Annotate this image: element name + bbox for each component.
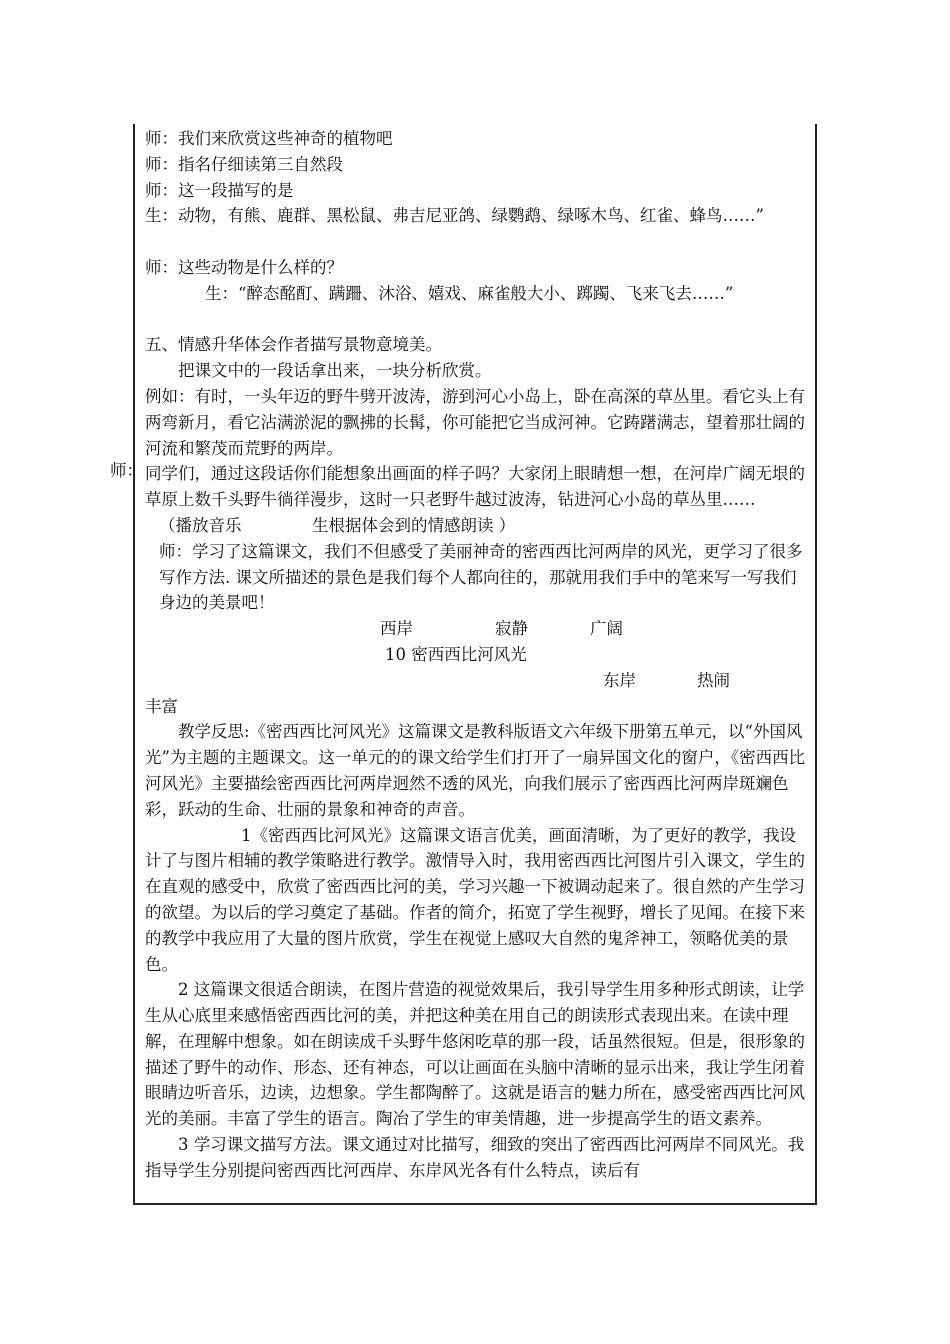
board-row-title: [145, 642, 810, 668]
dialogue-line: 生：“醉态酩酊、蹒跚、沐浴、嬉戏、麻雀般大小、踯躅、飞来飞去……”: [205, 283, 734, 303]
reflection-paragraph: 3 学习课文描写方法。课文通过对比描写，细致的突出了密西西比河两岸不同风光。我指导学生分别提问密西西比河西岸、东岸风光各有什么特点，读后有: [145, 1135, 805, 1180]
music-note: （播放音乐 生根据体会到的情感朗读 ）: [159, 515, 516, 535]
dialogue-line: 生：动物，有熊、鹿群、黑松鼠、弗吉尼亚鸽、绿鹦鹉、绿啄木鸟、红雀、蜂鸟……”: [145, 206, 764, 226]
reflection-paragraph: 1《密西西比河风光》这篇课文语言优美，画面清晰，为了更好的教学，我设计了与图片相辅的教学策略进行教学。激情导入时，我用密西西比河图片引入课文，学生的在直观的感受中，欣赏了密西西比河的美，学习兴趣一下被调动起来了。很自然的产生学习的欲望。为以后的学习奠定了基础。作者的简介，拓宽了学生视野，增长了见闻。在接下来的教学中我应用了大量的图片欣赏，学生在视觉上感叹大自然的鬼斧神工，领略优美的景色。: [145, 825, 805, 974]
dialogue-line: 师：指名仔细读第三自然段: [145, 154, 343, 174]
speaker-label-teacher: 师：: [110, 461, 143, 480]
dialogue-line: 师：这些动物是什么样的？: [145, 257, 343, 277]
document-body: [145, 126, 810, 1184]
summary-paragraph: 师：学习了这篇课文，我们不但感受了美丽神奇的密西西比河两岸的风光，更学习了很多写作方法. 课文所描述的景色是我们每个人都向往的，那就用我们手中的笔来写一写我们身边的美景吧！: [159, 541, 803, 613]
board-lively: 热闹: [697, 670, 730, 690]
board-rich: 丰富: [145, 696, 178, 716]
board-west-bank: 西岸: [380, 619, 413, 639]
board-row-west: [145, 616, 810, 642]
dialogue-line: 师：这一段描写的是: [145, 180, 294, 200]
dialogue-line: 师：我们来欣赏这些神奇的植物吧: [145, 129, 393, 148]
reflection-paragraph: 2 这篇课文很适合朗读，在图片营造的视觉效果后，我引导学生用多种形式朗读，让学生从心底里来感悟密西西比河的美，并把这种美在用自己的朗读形式表现出来。在读中理解，在理解中想象。如在朗读成千头野牛悠闲吃草的那一段，话虽然很短。但是，很形象的描述了野牛的动作、形态、还有神态，可以让画面在头脑中清晰的显示出来，我让学生闭着眼睛边听音乐，边读，边想象。学生都陶醉了。这就是语言的魅力所在，感受密西西比河风光的美丽。丰富了学生的语言。陶冶了学生的审美情趣，进一步提高学生的语文素养。: [145, 980, 805, 1129]
reflection-paragraph: 教学反思:《密西西比河风光》这篇课文是教科版语文六年级下册第五单元，以“外国风光”为主题的主题课文。这一单元的的课文给学生们打开了一扇异国文化的窗户，《密西西比河风光》主要描绘密西西比河两岸迥然不透的风光，向我们展示了密西西比河两岸斑斓色彩，跃动的生命、壮丽的景象和神奇的声音。: [145, 722, 806, 819]
section-intro: 把课文中的一段话拿出来，一块分析欣赏。: [178, 361, 492, 381]
teacher-prompt-paragraph: 同学们，通过这段话你们能想象出画面的样子吗？大家闭上眼睛想一想，在河岸广阔无垠的草原上数千头野牛徜徉漫步，这时一只老野牛越过波涛，钻进河心小岛的草丛里……: [145, 464, 805, 510]
board-title: 10 密西西比河风光: [385, 644, 527, 664]
section-heading: 五、情感升华体会作者描写景物意境美。: [145, 335, 442, 355]
board-east-bank: 东岸: [603, 670, 636, 690]
board-quiet: 寂静: [495, 619, 528, 639]
board-row-east: [145, 668, 810, 694]
example-paragraph: 例如：有时，一头年迈的野牛劈开波涛，游到河心小岛上，卧在高深的草丛里。看它头上有两弯新月，看它沾满淤泥的飘拂的长髯，你可能把它当成河神。它踌躇满志，望着那壮阔的河流和繁茂而荒野的两岸。: [145, 386, 805, 458]
board-wide: 广阔: [590, 619, 623, 639]
